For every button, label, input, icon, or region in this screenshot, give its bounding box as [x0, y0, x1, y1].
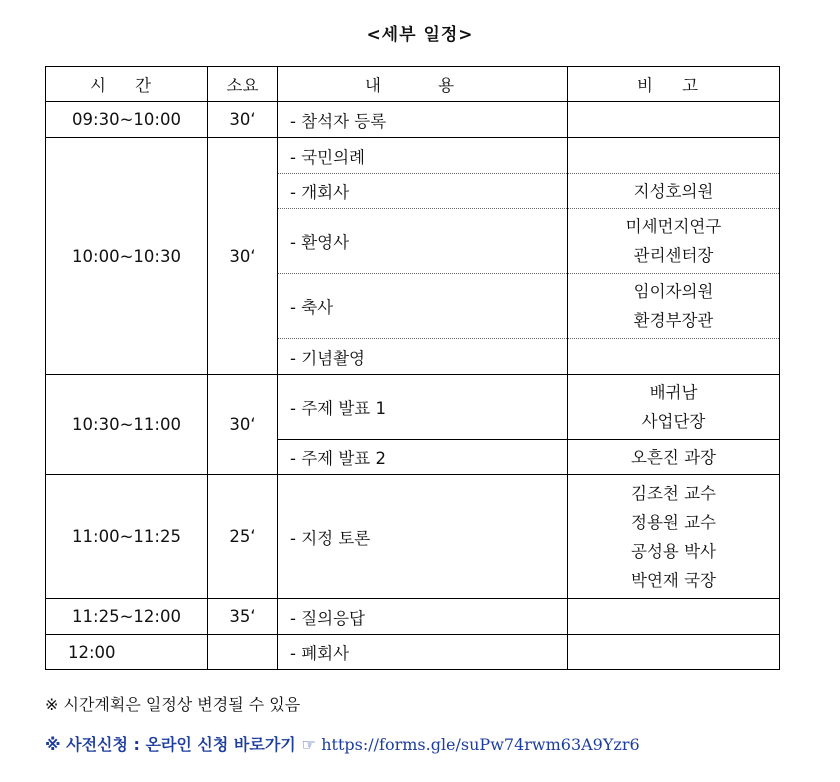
- content-cell: - 기념촬영: [278, 339, 568, 375]
- note-cell: 오흔진 과장: [568, 440, 780, 475]
- time-cell: 10:00~10:30: [46, 138, 208, 375]
- note-cell: 임이자의원 환경부장관: [568, 274, 780, 339]
- note-cell: [568, 339, 780, 375]
- note-cell: [568, 599, 780, 635]
- note-cell: [568, 102, 780, 138]
- duration-cell: 30‘: [208, 102, 278, 138]
- registration-notice: [45, 732, 640, 755]
- pointing-hand-icon: ☞: [301, 735, 316, 754]
- note-cell: [568, 635, 780, 670]
- note-cell: 미세먼지연구 관리센터장: [568, 209, 780, 274]
- note-cell: 배귀남 사업단장: [568, 375, 780, 440]
- content-cell: - 지정 토론: [278, 475, 568, 599]
- table-row: [46, 635, 780, 670]
- content-cell: - 주제 발표 2: [278, 440, 568, 475]
- table-row: [46, 599, 780, 635]
- registration-link[interactable]: https://forms.gle/suPw74rwm63A9Yzr6: [321, 735, 640, 754]
- content-cell: - 개회사: [278, 174, 568, 209]
- header-content: 내 용: [278, 67, 568, 102]
- time-cell: 11:00~11:25: [46, 475, 208, 599]
- note-cell: [568, 138, 780, 174]
- duration-cell: [208, 635, 278, 670]
- table-header-row: [46, 67, 780, 102]
- time-cell: 09:30~10:00: [46, 102, 208, 138]
- registration-label: ※ 사전신청 : 온라인 신청 바로가기: [45, 735, 296, 754]
- note-cell: 지성호의원: [568, 174, 780, 209]
- content-cell: - 주제 발표 1: [278, 375, 568, 440]
- page-title: <세부 일정>: [366, 25, 474, 45]
- time-cell: 12:00: [46, 635, 208, 670]
- content-cell: - 국민의례: [278, 138, 568, 174]
- table-row: [46, 102, 780, 138]
- table-row: [46, 475, 780, 599]
- duration-cell: 25‘: [208, 475, 278, 599]
- content-cell: - 참석자 등록: [278, 102, 568, 138]
- content-cell: - 축사: [278, 274, 568, 339]
- time-cell: 10:30~11:00: [46, 375, 208, 475]
- table-row: [46, 375, 780, 440]
- duration-cell: 30‘: [208, 138, 278, 375]
- content-cell: - 폐회사: [278, 635, 568, 670]
- content-cell: - 환영사: [278, 209, 568, 274]
- note-cell: 김조천 교수 정용원 교수 공성용 박사 박연재 국장: [568, 475, 780, 599]
- duration-cell: 35‘: [208, 599, 278, 635]
- schedule-table: [45, 66, 780, 670]
- duration-cell: 30‘: [208, 375, 278, 475]
- header-time: 시 간: [46, 67, 208, 102]
- header-duration: 소요: [208, 67, 278, 102]
- schedule-change-notice: ※ 시간계획은 일정상 변경될 수 있음: [45, 695, 301, 714]
- header-note: 비 고: [568, 67, 780, 102]
- time-cell: 11:25~12:00: [46, 599, 208, 635]
- content-cell: - 질의응답: [278, 599, 568, 635]
- table-row: [46, 138, 780, 174]
